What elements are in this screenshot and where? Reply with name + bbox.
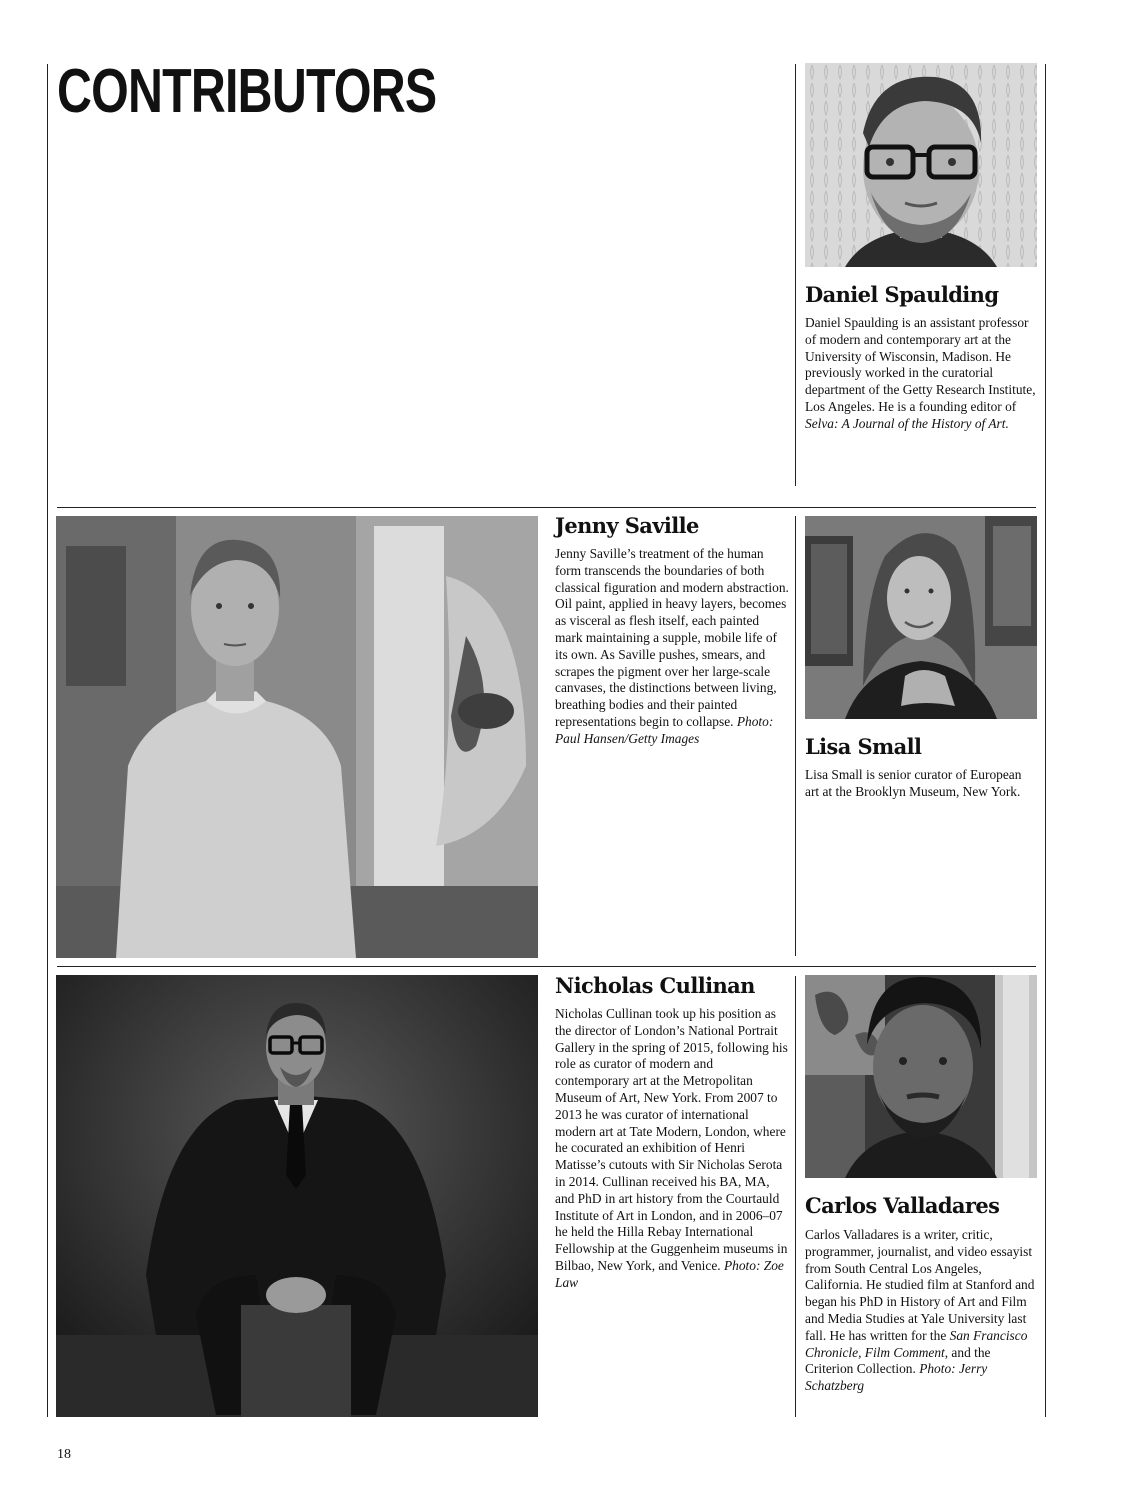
page-title: CONTRIBUTORS bbox=[57, 57, 437, 126]
contributor-bio-lisa-small bbox=[805, 767, 1037, 801]
photo-credit: Photo: Jerry Schatzberg bbox=[805, 1361, 988, 1394]
contributor-bio-carlos-valladares bbox=[805, 1227, 1037, 1395]
bio-text: Lisa Small is senior curator of European art at the Brooklyn Museum, New York. bbox=[805, 767, 1022, 799]
portrait-photo-lisa-small bbox=[805, 516, 1037, 719]
portrait-photo-nicholas-cullinan bbox=[56, 975, 538, 1417]
bio-text: Jenny Saville’s treatment of the human form transcends the boundaries of both classical figuration and modern abstraction. Oil paint, applied in heavy layers, becomes as visceral as flesh itself, each painted mark maintaining a supple, mobile life of its own. As Saville pushes, smears, and scrapes the pigment over her large-scale canvases, the distinctions between living, breathing bodies and their painted representations begin to collapse. bbox=[555, 546, 789, 729]
contributor-name-nicholas-cullinan: Nicholas Cullinan bbox=[555, 973, 755, 998]
bio-text: Daniel Spaulding is an assistant professor of modern and contemporary art at the University of Wisconsin, Madison. He previously worked in the curatorial department of the Getty Research Institute, Los Angeles. He is a founding editor of bbox=[805, 315, 1036, 414]
photo-credit: Photo: Paul Hansen/Getty Images bbox=[555, 713, 774, 746]
journal-title: Selva: A Journal of the History of Art. bbox=[805, 415, 1009, 431]
right-margin-rule bbox=[1045, 64, 1046, 1417]
bio-text-end: , and the Criterion Collection. bbox=[805, 1344, 991, 1377]
photo-credit: Photo: Zoe Law bbox=[555, 1257, 784, 1290]
contributor-name-daniel-spaulding: Daniel Spaulding bbox=[805, 282, 999, 307]
column-rule-middle bbox=[795, 516, 796, 956]
publication-title: Film Comment bbox=[864, 1344, 945, 1360]
column-rule-bottom bbox=[795, 976, 796, 1417]
contributor-name-lisa-small: Lisa Small bbox=[805, 734, 922, 759]
publication-title: San Francisco Chronicle bbox=[805, 1327, 1028, 1360]
bio-text-separator: , bbox=[858, 1344, 865, 1360]
bio-text: Carlos Valladares is a writer, critic, programmer, journalist, and video essayist from South Central Los Angeles, California. He studied film at Stanford and began his PhD in History of Art and Film and Media Studies at Yale University last fall. He has written for the bbox=[805, 1227, 1035, 1343]
section-divider-1 bbox=[57, 507, 1036, 508]
column-rule-top bbox=[795, 64, 796, 486]
page-number: 18 bbox=[57, 1447, 71, 1462]
contributor-bio-nicholas-cullinan bbox=[555, 1006, 789, 1292]
contributor-name-carlos-valladares: Carlos Valladares bbox=[805, 1193, 1000, 1218]
section-divider-2 bbox=[57, 966, 1036, 967]
portrait-photo-carlos-valladares bbox=[805, 975, 1037, 1178]
bio-text: Nicholas Cullinan took up his position as the director of London’s National Portrait Gallery in the spring of 2015, following his role as curator of modern and contemporary art at the Metropolitan Museum of Art, New York. From 2007 to 2013 he was curator of international modern art at Tate Modern, London, where he cocurated an exhibition of Henri Matisse’s cutouts with Sir Nicholas Serota in 2014. Cullinan received his BA, MA, and PhD in art history from the Courtauld Institute of Art in London, and in 2006–07 he held the Hilla Rebay International Fellowship at the Guggenheim museums in Bilbao, New York, and Venice. bbox=[555, 1006, 788, 1273]
contributor-bio-daniel-spaulding bbox=[805, 315, 1037, 433]
portrait-photo-jenny-saville bbox=[56, 516, 538, 958]
left-margin-rule bbox=[47, 64, 48, 1417]
portrait-photo-daniel-spaulding bbox=[805, 63, 1037, 267]
contributor-name-jenny-saville: Jenny Saville bbox=[555, 513, 699, 538]
contributor-bio-jenny-saville bbox=[555, 546, 789, 748]
